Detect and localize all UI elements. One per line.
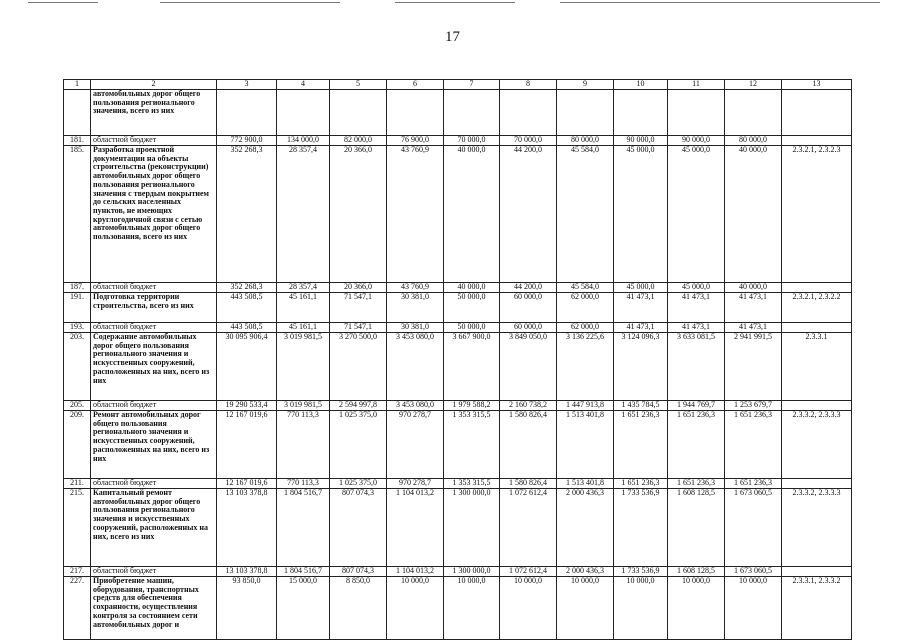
amount-cell: 443 508,5 [217, 293, 277, 323]
amount-cell: 1 104 013,2 [387, 489, 444, 567]
amount-cell: 1 435 784,5 [614, 401, 668, 411]
row-number: 205. [64, 401, 91, 411]
amount-cell: 2 160 738,2 [500, 401, 557, 411]
amount-cell: 70 000,0 [500, 136, 557, 146]
reference-cell [782, 479, 852, 489]
reference-cell: 2.3.2.1, 2.3.2.3 [782, 146, 852, 283]
amount-cell: 1 733 536,9 [614, 567, 668, 577]
amount-cell [557, 90, 614, 136]
amount-cell: 44 200,0 [500, 283, 557, 293]
amount-cell: 62 000,0 [557, 323, 614, 333]
amount-cell: 20 366,0 [330, 146, 387, 283]
row-description: Приобретение машин, оборудования, транспортных средств для обеспечения сохранности, осуществления контроля за состоянием сети автомобильных дорог и [91, 577, 217, 640]
reference-cell [782, 401, 852, 411]
table-row [64, 136, 852, 146]
table-row [64, 90, 852, 136]
amount-cell: 3 270 500,0 [330, 333, 387, 401]
amount-cell [330, 90, 387, 136]
reference-cell: 2.3.3.2, 2.3.3.3 [782, 489, 852, 567]
amount-cell: 10 000,0 [668, 577, 725, 640]
reference-cell [782, 136, 852, 146]
amount-cell: 41 473,1 [725, 323, 782, 333]
amount-cell: 30 095 906,4 [217, 333, 277, 401]
amount-cell [387, 90, 444, 136]
amount-cell: 1 651 236,3 [614, 479, 668, 489]
amount-cell: 1 447 913,8 [557, 401, 614, 411]
amount-cell: 45 584,0 [557, 146, 614, 283]
amount-cell: 1 608 128,5 [668, 567, 725, 577]
amount-cell: 10 000,0 [557, 577, 614, 640]
amount-cell: 43 760,9 [387, 283, 444, 293]
amount-cell: 10 000,0 [444, 577, 500, 640]
amount-cell: 1 353 315,5 [444, 479, 500, 489]
reference-cell: 2.3.3.1, 2.3.3.2 [782, 577, 852, 640]
amount-cell: 41 473,1 [725, 293, 782, 323]
column-number-header: 13 [782, 80, 852, 90]
amount-cell: 1 353 315,5 [444, 411, 500, 479]
scan-border-line [560, 2, 880, 3]
amount-cell: 76 900,0 [387, 136, 444, 146]
row-number [64, 90, 91, 136]
amount-cell [277, 90, 330, 136]
table-row [64, 146, 852, 283]
amount-cell: 3 136 225,6 [557, 333, 614, 401]
row-number: 191. [64, 293, 91, 323]
row-number: 181. [64, 136, 91, 146]
amount-cell: 40 000,0 [725, 283, 782, 293]
scan-border-line [160, 2, 340, 3]
amount-cell: 443 508,5 [217, 323, 277, 333]
column-number-header: 9 [557, 80, 614, 90]
amount-cell: 40 000,0 [444, 283, 500, 293]
amount-cell: 45 000,0 [668, 283, 725, 293]
amount-cell: 82 000,0 [330, 136, 387, 146]
amount-cell: 12 167 019,6 [217, 411, 277, 479]
amount-cell [668, 90, 725, 136]
amount-cell: 970 278,7 [387, 411, 444, 479]
amount-cell: 772 900,0 [217, 136, 277, 146]
table-row [64, 479, 852, 489]
table-row [64, 401, 852, 411]
amount-cell: 40 000,0 [444, 146, 500, 283]
amount-cell: 1 673 060,5 [725, 489, 782, 567]
amount-cell: 352 268,3 [217, 283, 277, 293]
table-header-row [64, 80, 852, 90]
table-row [64, 323, 852, 333]
amount-cell [725, 90, 782, 136]
amount-cell: 807 074,3 [330, 489, 387, 567]
amount-cell: 3 124 096,3 [614, 333, 668, 401]
row-description: областной бюджет [91, 401, 217, 411]
amount-cell: 3 633 081,5 [668, 333, 725, 401]
row-number: 193. [64, 323, 91, 333]
amount-cell: 41 473,1 [668, 323, 725, 333]
row-description: областной бюджет [91, 136, 217, 146]
amount-cell: 15 000,0 [277, 577, 330, 640]
row-description: областной бюджет [91, 323, 217, 333]
amount-cell: 20 366,0 [330, 283, 387, 293]
amount-cell: 1 651 236,3 [725, 411, 782, 479]
row-description: областной бюджет [91, 479, 217, 489]
amount-cell: 1 580 826,4 [500, 479, 557, 489]
amount-cell: 70 000,0 [444, 136, 500, 146]
amount-cell: 43 760,9 [387, 146, 444, 283]
amount-cell: 71 547,1 [330, 323, 387, 333]
amount-cell: 30 381,0 [387, 293, 444, 323]
amount-cell: 2 000 436,3 [557, 489, 614, 567]
amount-cell: 1 300 000,0 [444, 567, 500, 577]
amount-cell: 770 113,3 [277, 479, 330, 489]
amount-cell: 3 667 900,0 [444, 333, 500, 401]
amount-cell: 28 357,4 [277, 283, 330, 293]
amount-cell: 60 000,0 [500, 323, 557, 333]
amount-cell: 44 200,0 [500, 146, 557, 283]
reference-cell [782, 323, 852, 333]
amount-cell: 3 849 050,0 [500, 333, 557, 401]
column-number-header: 4 [277, 80, 330, 90]
amount-cell: 1 253 679,7 [725, 401, 782, 411]
amount-cell: 3 019 981,5 [277, 333, 330, 401]
amount-cell: 10 000,0 [725, 577, 782, 640]
amount-cell: 1 979 588,2 [444, 401, 500, 411]
amount-cell: 8 850,0 [330, 577, 387, 640]
amount-cell: 1 651 236,3 [614, 411, 668, 479]
scan-border-line [28, 2, 98, 3]
amount-cell: 45 000,0 [614, 146, 668, 283]
amount-cell: 10 000,0 [614, 577, 668, 640]
amount-cell [614, 90, 668, 136]
row-description: Содержание автомобильных дорог общего пользования регионального значения и искусственных сооружений, расположенных на них, всего из них [91, 333, 217, 401]
scan-border-line [395, 2, 515, 3]
amount-cell: 60 000,0 [500, 293, 557, 323]
amount-cell: 12 167 019,6 [217, 479, 277, 489]
table-row [64, 333, 852, 401]
amount-cell: 1 300 000,0 [444, 489, 500, 567]
amount-cell: 41 473,1 [614, 323, 668, 333]
amount-cell: 352 268,3 [217, 146, 277, 283]
amount-cell [444, 90, 500, 136]
table-row [64, 283, 852, 293]
amount-cell [217, 90, 277, 136]
column-number-header: 11 [668, 80, 725, 90]
column-number-header: 7 [444, 80, 500, 90]
row-description: Подготовка территории строительства, всего из них [91, 293, 217, 323]
amount-cell: 41 473,1 [614, 293, 668, 323]
page-number: 17 [445, 29, 460, 45]
reference-cell: 2.3.3.2, 2.3.3.3 [782, 411, 852, 479]
column-number-header: 8 [500, 80, 557, 90]
amount-cell: 1 580 826,4 [500, 411, 557, 479]
amount-cell: 2 594 997,8 [330, 401, 387, 411]
column-number-header: 2 [91, 80, 217, 90]
amount-cell: 1 104 013,2 [387, 567, 444, 577]
row-number: 211. [64, 479, 91, 489]
budget-table [63, 79, 852, 640]
amount-cell: 1 944 769,7 [668, 401, 725, 411]
amount-cell: 45 161,1 [277, 293, 330, 323]
amount-cell: 45 000,0 [668, 146, 725, 283]
row-number: 187. [64, 283, 91, 293]
table-row [64, 293, 852, 323]
column-number-header: 5 [330, 80, 387, 90]
column-number-header: 6 [387, 80, 444, 90]
amount-cell: 3 019 981,5 [277, 401, 330, 411]
amount-cell: 13 103 378,8 [217, 567, 277, 577]
reference-cell [782, 567, 852, 577]
amount-cell: 807 074,3 [330, 567, 387, 577]
row-description: Капитальный ремонт автомобильных дорог общего пользования регионального значения и искусственных сооружений, расположенных на них, всего из них [91, 489, 217, 567]
amount-cell: 1 804 516,7 [277, 489, 330, 567]
amount-cell: 2 941 991,5 [725, 333, 782, 401]
amount-cell: 1 025 375,0 [330, 479, 387, 489]
amount-cell: 30 381,0 [387, 323, 444, 333]
row-number: 185. [64, 146, 91, 283]
amount-cell: 1 025 375,0 [330, 411, 387, 479]
reference-cell [782, 283, 852, 293]
amount-cell: 90 000,0 [668, 136, 725, 146]
amount-cell: 28 357,4 [277, 146, 330, 283]
table-row [64, 567, 852, 577]
amount-cell: 90 000,0 [614, 136, 668, 146]
amount-cell [500, 90, 557, 136]
amount-cell: 2 000 436,3 [557, 567, 614, 577]
row-number: 203. [64, 333, 91, 401]
table-row [64, 411, 852, 479]
row-description: областной бюджет [91, 283, 217, 293]
reference-cell: 2.3.3.1 [782, 333, 852, 401]
table-row [64, 489, 852, 567]
column-number-header: 3 [217, 80, 277, 90]
row-description: автомобильных дорог общего пользования регионального значения, всего из них [91, 90, 217, 136]
amount-cell: 13 103 378,8 [217, 489, 277, 567]
amount-cell: 1 651 236,3 [725, 479, 782, 489]
amount-cell: 10 000,0 [500, 577, 557, 640]
amount-cell: 1 673 060,5 [725, 567, 782, 577]
amount-cell: 50 000,0 [444, 293, 500, 323]
amount-cell: 3 453 080,0 [387, 401, 444, 411]
row-number: 209. [64, 411, 91, 479]
amount-cell: 19 290 533,4 [217, 401, 277, 411]
amount-cell: 770 113,3 [277, 411, 330, 479]
row-description: Разработка проектной документации на объекты строительства (реконструкции) автомобильных дорог общего пользования регионального значения с твердым покрытием до сельских населенных пунктов, не имеющих круглогодичной связи с сетью автомобильных дорог общего пользования, всего из них [91, 146, 217, 283]
row-description: областной бюджет [91, 567, 217, 577]
table-row [64, 577, 852, 640]
amount-cell: 970 278,7 [387, 479, 444, 489]
amount-cell: 1 804 516,7 [277, 567, 330, 577]
amount-cell: 1 072 612,4 [500, 567, 557, 577]
amount-cell: 45 000,0 [614, 283, 668, 293]
row-number: 215. [64, 489, 91, 567]
reference-cell [782, 90, 852, 136]
reference-cell: 2.3.2.1, 2.3.2.2 [782, 293, 852, 323]
amount-cell: 1 072 612,4 [500, 489, 557, 567]
amount-cell: 3 453 080,0 [387, 333, 444, 401]
row-number: 217. [64, 567, 91, 577]
column-number-header: 1 [64, 80, 91, 90]
amount-cell: 1 651 236,3 [668, 411, 725, 479]
amount-cell: 45 161,1 [277, 323, 330, 333]
amount-cell: 50 000,0 [444, 323, 500, 333]
amount-cell: 134 000,0 [277, 136, 330, 146]
amount-cell: 40 000,0 [725, 146, 782, 283]
amount-cell: 80 000,0 [725, 136, 782, 146]
column-number-header: 10 [614, 80, 668, 90]
amount-cell: 1 513 401,8 [557, 479, 614, 489]
amount-cell: 80 000,0 [557, 136, 614, 146]
amount-cell: 41 473,1 [668, 293, 725, 323]
amount-cell: 45 584,0 [557, 283, 614, 293]
amount-cell: 1 733 536,9 [614, 489, 668, 567]
amount-cell: 93 850,0 [217, 577, 277, 640]
amount-cell: 71 547,1 [330, 293, 387, 323]
amount-cell: 1 608 128,5 [668, 489, 725, 567]
row-number: 227. [64, 577, 91, 640]
column-number-header: 12 [725, 80, 782, 90]
row-description: Ремонт автомобильных дорог общего пользования регионального значения и искусственных сооружений, расположенных на них, всего из них [91, 411, 217, 479]
amount-cell: 62 000,0 [557, 293, 614, 323]
amount-cell: 1 513 401,8 [557, 411, 614, 479]
amount-cell: 10 000,0 [387, 577, 444, 640]
amount-cell: 1 651 236,3 [668, 479, 725, 489]
